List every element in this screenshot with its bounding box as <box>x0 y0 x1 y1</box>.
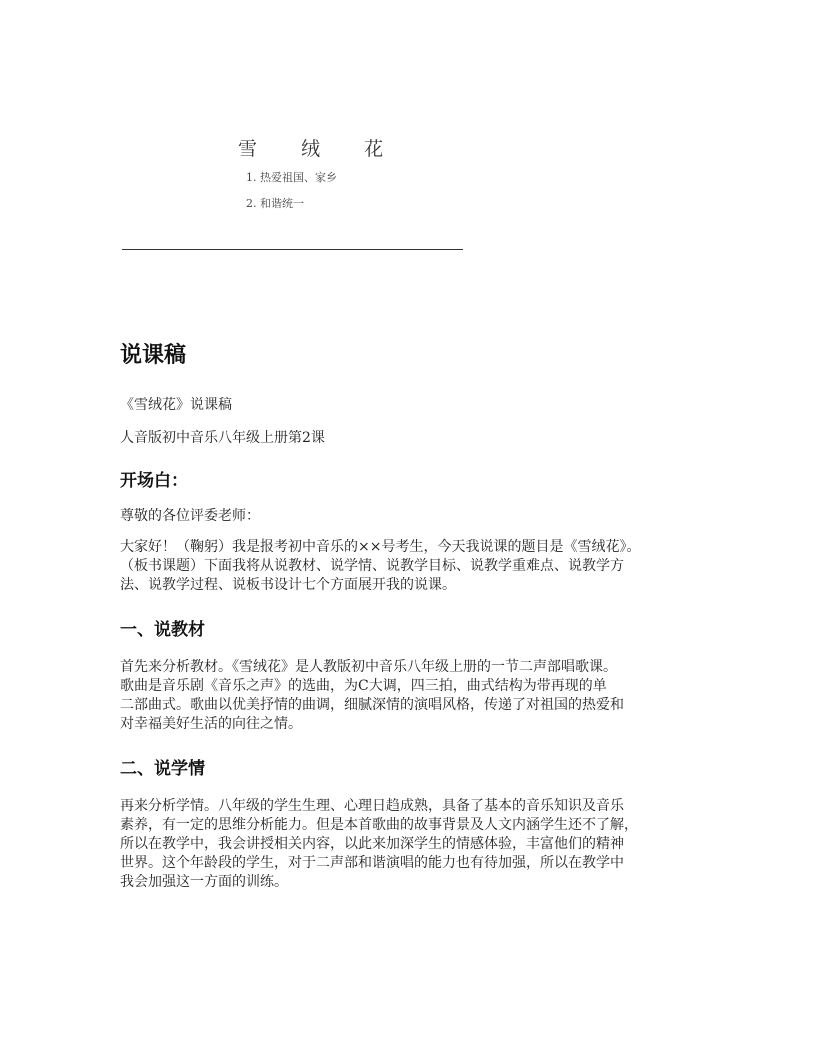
paragraph-line: 世界。这个年龄段的学生，对于二声部和谐演唱的能力也有待加强，所以在教学中 <box>120 855 624 871</box>
lesson-title: 《雪绒花》说课稿 <box>120 397 232 413</box>
textbook-paragraph <box>120 658 710 734</box>
section-heading-textbook: 一、说教材 <box>120 620 205 640</box>
document-title: 说课稿 <box>120 343 187 368</box>
board-title <box>238 134 383 161</box>
paragraph-line: 我会加强这一方面的训练。 <box>120 874 288 890</box>
board-line-1: 1. 热爱祖国、家乡 <box>246 171 337 184</box>
paragraph-line: 法、说教学过程、说板书设计七个方面展开我的说课。 <box>120 577 456 593</box>
paragraph-line: 素养，有一定的思维分析能力。但是本首歌曲的故事背景及人文内涵学生还不了解， <box>120 817 638 833</box>
paragraph-line: 歌曲是音乐剧《音乐之声》的选曲，为C大调，四三拍，曲式结构为带再现的单 <box>120 678 607 694</box>
board-title-char: 雪 <box>238 138 258 160</box>
opening-heading: 开场白： <box>120 471 188 491</box>
course-info: 人音版初中音乐八年级上册第2课 <box>120 430 325 446</box>
document-body <box>120 338 710 892</box>
paragraph-line: （板书课题）下面我将从说教材、说学情、说教学目标、说教学重难点、说教学方 <box>120 558 624 574</box>
paragraph-line: 大家好！（鞠躬）我是报考初中音乐的××号考生，今天我说课的题目是《雪绒花》。 <box>120 539 641 555</box>
board-title-char: 绒 <box>301 138 321 160</box>
greeting: 尊敬的各位评委老师： <box>120 508 260 524</box>
paragraph-line: 所以在教学中，我会讲授相关内容，以此来加深学生的情感体验，丰富他们的精神 <box>120 836 624 852</box>
paragraph-line: 对幸福美好生活的向往之情。 <box>120 716 302 732</box>
students-paragraph <box>120 797 710 892</box>
divider-line <box>122 249 463 250</box>
section-heading-students: 二、说学情 <box>120 759 205 779</box>
opening-paragraph <box>120 538 710 595</box>
paragraph-line: 首先来分析教材。《雪绒花》是人教版初中音乐八年级上册的一节二声部唱歌课。 <box>120 659 617 675</box>
blackboard-design <box>0 0 816 260</box>
paragraph-line: 再来分析学情。八年级的学生生理、心理日趋成熟，具备了基本的音乐知识及音乐 <box>120 798 624 814</box>
board-line-2: 2. 和谐统一 <box>246 197 304 210</box>
paragraph-line: 二部曲式。歌曲以优美抒情的曲调，细腻深情的演唱风格，传递了对祖国的热爱和 <box>120 697 624 713</box>
board-title-char: 花 <box>364 138 384 160</box>
